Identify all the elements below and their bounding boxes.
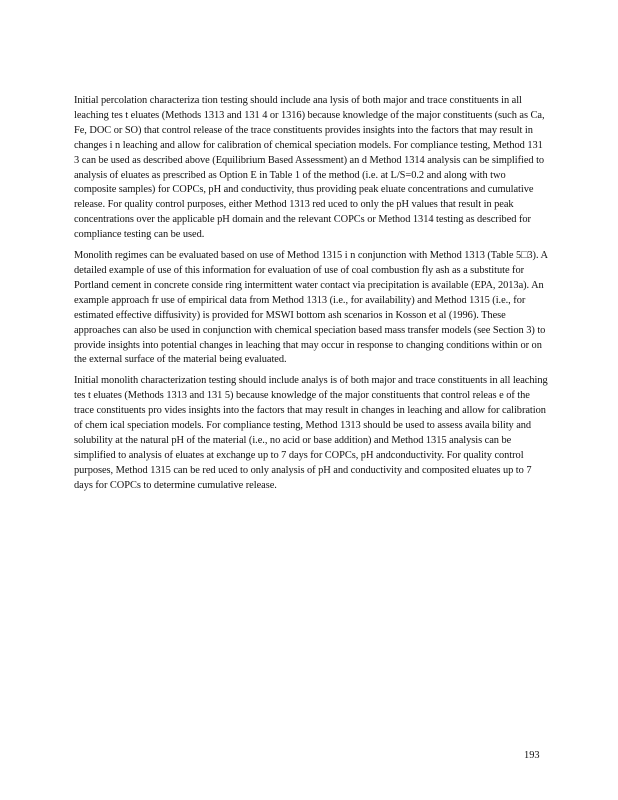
paragraph-monolith-characterization: Initial monolith characterization testing should include analys is of both major and trace constituents in all leaching tes t eluates (Methods 1313 and 131 5) because knowledge of the major constituents that control releas e of the trace constituents pro vides insights into the factors that may result in changes in leaching and allow for calibration of chem ical speciation models. For compliance testing, Method 1313 should be used to assess availa bility and solubility at the natural pH of the material (i.e., no acid or base addition) and Method 1315 analysis can be simplified to analysis of eluates at exchange up to 7 days for COPCs, pH andconductivity. For quality control purposes, Method 1315 can be red uced to only analysis of pH and conductivity and composited eluates up to 7 days for COPCs to determine cumulative release. [74, 375, 548, 491]
page-number: 193 [524, 750, 540, 761]
paragraph-percolation-testing: Initial percolation characteriza tion testing should include ana lysis of both major and trace constituents in all leaching tes t eluates (Methods 1313 and 131 4 or 1316) because knowledge of the major constituents (such as Ca, Fe, DOC or SO) that control release of the trace constituents provides insights into the factors that may result in changes i n leaching and allow for calibration of chemical speciation models. For compliance testing, Method 131 3 can be used as described above (Equilibrium Based Assessment) an d Method 1314 analysis can be simplified to analysis of eluates as prescribed as Option E in Table 1 of the method (i.e. at L/S=0.2 and along with two composite samples) for COPCs, pH and conductivity, thus providing peak eluate concentrations and cumulative release. For quality control purposes, either Method 1313 red uced to only the pH values that result in peak concentrations over the applicable pH domain and the relevant COPCs or Method 1314 testing as described for compliance testing can be used. [74, 95, 545, 241]
paragraph-monolith-regimes: Monolith regimes can be evaluated based on use of Method 1315 i n conjunction with Method 1313 (Table 5□3). A detailed example of use of this information for evaluation of use of coal combustion fly ash as a substitute for Portland cement in concrete conside ring intermittent water contact via precipitation is available (EPA, 2013a). An example approach fr use of empirical data from Method 1313 (i.e., for availability) and Method 1315 (i.e., for estimated effective diffusivity) is provided for MSWI bottom ash scenarios in Kosson et al (1996). These approaches can also be used in conjunction with chemical speciation based mass transfer models (see Section 3) to provide insights into potential changes in leaching that may occur in response to changing conditions within or on the external surface of the material being evaluated. [74, 250, 548, 366]
body-text [74, 94, 548, 500]
